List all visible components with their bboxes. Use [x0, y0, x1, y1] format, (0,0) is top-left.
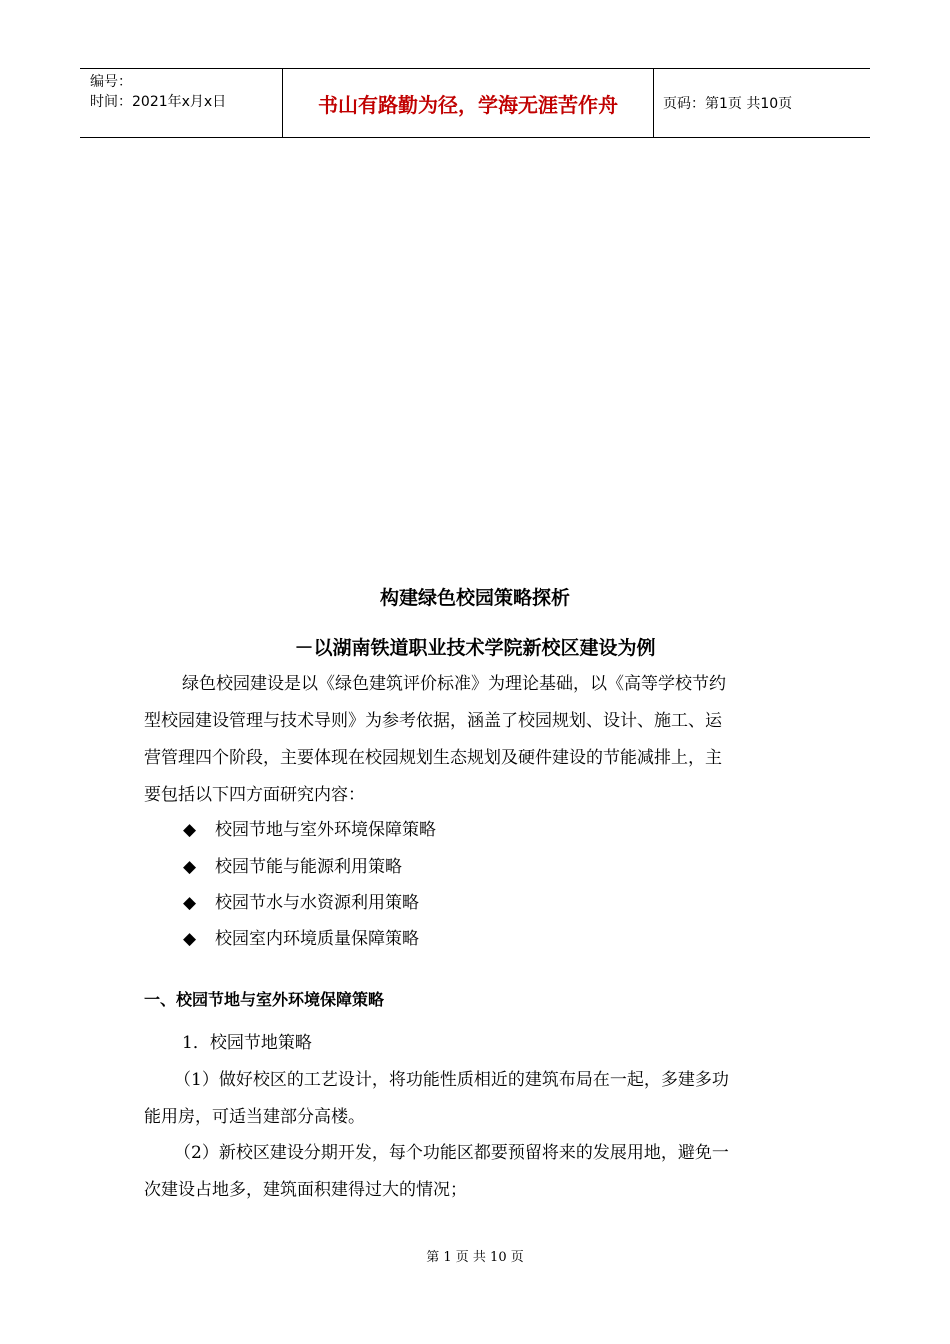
paragraph-2-line-1: （2）新校区建设分期开发，每个功能区都要预留将来的发展用地，避免一 [174, 1143, 729, 1163]
page-info: 页码：第1页 共10页 [663, 96, 793, 112]
subsection-heading: 1．校园节地策略 [182, 1033, 312, 1053]
diamond-bullet-icon: ◆ [183, 820, 197, 840]
bullet-item: ◆ 校园节地与室外环境保障策略 [183, 820, 436, 840]
diamond-bullet-icon: ◆ [183, 857, 197, 877]
diamond-bullet-icon: ◆ [183, 929, 197, 949]
intro-line-2: 型校园建设管理与技术导则》为参考依据，涵盖了校园规划、设计、施工、运 [144, 711, 722, 731]
motto: 书山有路勤为径，学海无涯苦作舟 [282, 69, 654, 137]
number-label: 编号： [90, 74, 132, 90]
header-left-cell [80, 69, 282, 137]
intro-line-3: 营管理四个阶段，主要体现在校园规划生态规划及硬件建设的节能减排上，主 [144, 748, 722, 768]
bullet-item: ◆ 校园节水与水资源利用策略 [183, 893, 419, 913]
intro-line-4: 要包括以下四方面研究内容： [144, 785, 365, 805]
paragraph-1-line-1: （1）做好校区的工艺设计，将功能性质相近的建筑布局在一起，多建多功 [174, 1070, 729, 1090]
bullet-item: ◆ 校园室内环境质量保障策略 [183, 929, 419, 949]
doc-title: 构建绿色校园策略探析 [379, 587, 570, 609]
header-table [80, 68, 870, 138]
intro-line-1: 绿色校园建设是以《绿色建筑评价标准》为理论基础，以《高等学校节约 [182, 674, 726, 694]
bullet-item: ◆ 校园节能与能源利用策略 [183, 857, 402, 877]
time-label: 时间：2021年x月x日 [90, 94, 227, 110]
paragraph-2-line-2: 次建设占地多，建筑面积建得过大的情况； [144, 1180, 467, 1200]
page-footer: 第 1 页 共 10 页 [426, 1250, 524, 1265]
doc-subtitle: －以湖南铁道职业技术学院新校区建设为例 [294, 637, 656, 659]
section-heading: 一、校园节地与室外环境保障策略 [144, 990, 385, 1009]
paragraph-1-line-2: 能用房，可适当建部分高楼。 [144, 1107, 365, 1127]
diamond-bullet-icon: ◆ [183, 893, 197, 913]
